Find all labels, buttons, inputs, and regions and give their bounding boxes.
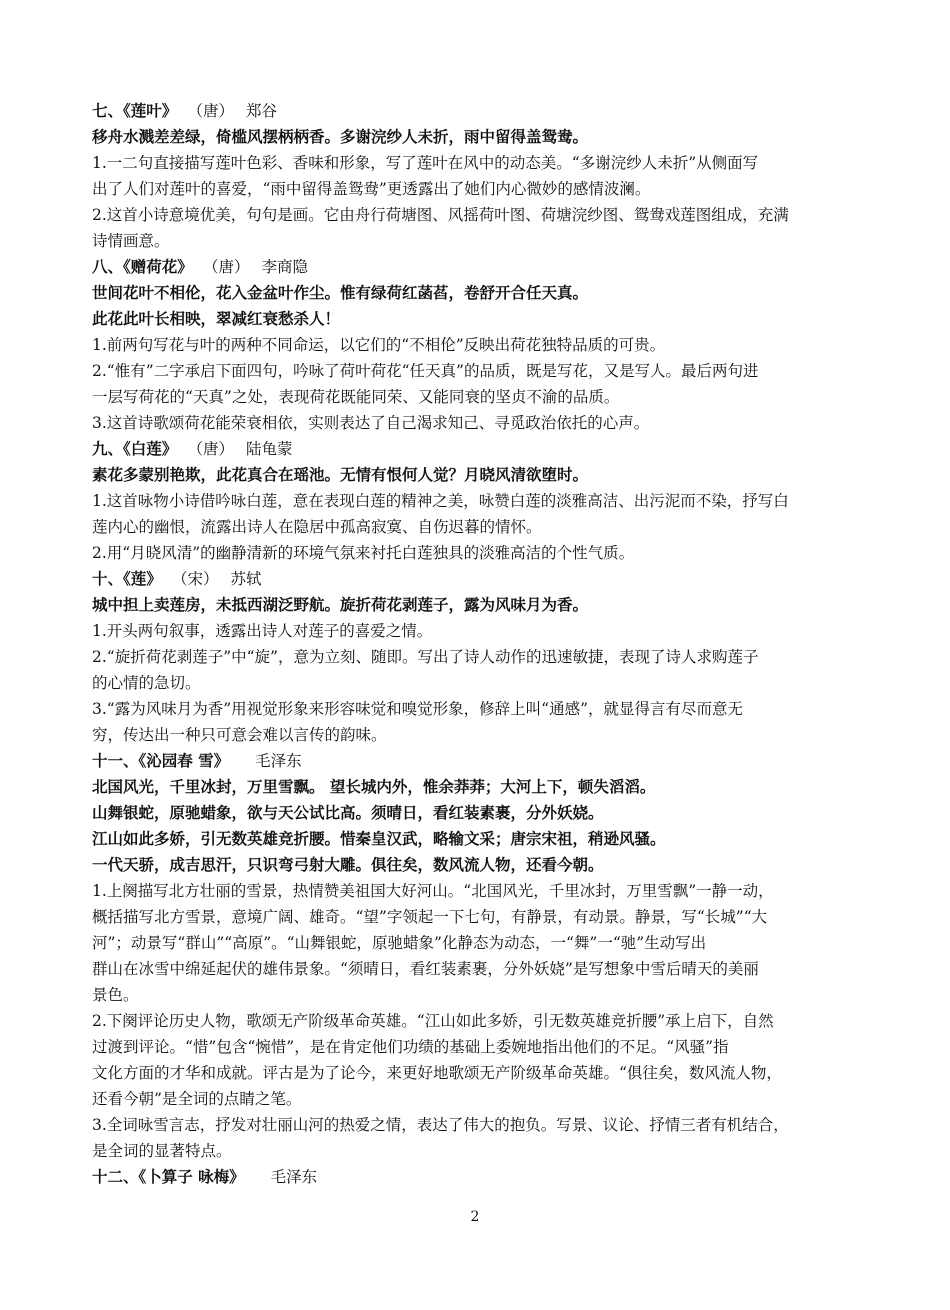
note-line: 穷，传达出一种只可意会难以言传的韵味。	[92, 726, 387, 744]
poem-dynasty: （宋）	[179, 570, 219, 588]
note-line: 莲内心的幽恨，流露出诗人在隐居中孤高寂寞、自伤迟暮的情怀。	[92, 518, 542, 536]
poem-section	[92, 98, 862, 254]
note-line: 2.“惟有”二字承启下面四句，吟咏了荷叶荷花“任天真”的品质，既是写花，又是写人。最后两句进	[92, 362, 759, 380]
poem-section	[92, 1164, 862, 1190]
note-line: 2.下阕评论历史人物，歌颂无产阶级革命英雄。“江山如此多娇，引无数英雄竞折腰”承上启下，自然	[92, 1012, 774, 1030]
poem-dynasty: （唐）	[195, 440, 235, 458]
note-line: 过渡到评论。“惜”包含“惋惜”，是在肯定他们功绩的基础上委婉地指出他们的不足。“风骚”指	[92, 1038, 729, 1056]
note-line: 群山在冰雪中绵延起伏的雄伟景象。“须晴日，看红装素裹，分外妖娆”是写想象中雪后晴天的美丽	[92, 960, 759, 978]
poem-line: 素花多蒙别艳欺，此花真合在瑶池。无情有恨何人觉？月晓风清欲堕时。	[92, 465, 589, 484]
poem-title: 七、《莲叶》	[92, 101, 178, 120]
section-heading	[92, 98, 862, 124]
note-line: 3.这首诗歌颂荷花能荣衰相依，实则表达了自己渴求知己、寻觅政治依托的心声。	[92, 414, 650, 432]
note-line: 1.一二句直接描写莲叶色彩、香味和形象，写了莲叶在风中的动态美。“多谢浣纱人未折”从侧面写	[92, 154, 759, 172]
section-heading	[92, 566, 862, 592]
poem-author: 毛泽东	[270, 1168, 318, 1186]
note-line: 还看今朝”是全词的点睛之笔。	[92, 1090, 302, 1108]
note-line: 2.这首小诗意境优美，句句是画。它由舟行荷塘图、风摇荷叶图、荷塘浣纱图、鸳鸯戏莲图组成，充满	[92, 206, 789, 224]
section-heading	[92, 254, 862, 280]
note-line: 1.上阕描写北方壮丽的雪景，热情赞美祖国大好河山。“北国风光，千里冰封，万里雪飘”一静一动，	[92, 882, 774, 900]
note-line: 2.“旋折荷花剥莲子”中“旋”，意为立刻、随即。写出了诗人动作的迅速敏捷，表现了诗人求购莲子	[92, 648, 759, 666]
poem-line: 北国风光，千里冰封，万里雪飘。 望长城内外，惟余莽莽；大河上下，顿失滔滔。	[92, 777, 656, 796]
poem-title: 十、《莲》	[92, 569, 162, 588]
note-line: 2.用“月晓风清”的幽静清新的环境气氛来衬托白莲独具的淡雅高洁的个性气质。	[92, 544, 635, 562]
poem-dynasty: （唐）	[210, 258, 250, 276]
document-body	[92, 98, 862, 1190]
poem-title: 十二、《卜算子 咏梅》	[92, 1167, 245, 1186]
note-line: 诗情画意。	[92, 232, 170, 250]
poem-title: 十一、《沁园春 雪》	[92, 751, 230, 770]
page-number: 2	[470, 1209, 480, 1225]
poem-line: 世间花叶不相伦，花入金盆叶作尘。惟有绿荷红菡萏，卷舒开合任天真。	[92, 283, 589, 302]
note-line: 一层写荷花的“天真”之处，表现荷花既能同荣、又能同衰的坚贞不渝的品质。	[92, 388, 620, 406]
poem-line: 江山如此多娇，引无数英雄竞折腰。惜秦皇汉武，略输文采；唐宗宋祖，稍逊风骚。	[92, 829, 666, 848]
poem-line: 移舟水溅差差绿，倚槛风摆柄柄香。多谢浣纱人未折，雨中留得盖鸳鸯。	[92, 127, 589, 146]
note-line: 出了人们对莲叶的喜爱，“雨中留得盖鸳鸯”更透露出了她们内心微妙的感情波澜。	[92, 180, 651, 198]
poem-author: 毛泽东	[255, 752, 302, 770]
section-heading	[92, 748, 862, 774]
poem-line: 山舞银蛇，原驰蜡象，欲与天公试比高。须晴日，看红装素裹，分外妖娆。	[92, 803, 604, 822]
poem-line: 此花此叶长相映，翠减红衰愁杀人！	[92, 309, 341, 328]
note-line: 景色。	[92, 986, 139, 1004]
poem-title: 九、《白莲》	[92, 439, 178, 458]
poem-author: 苏轼	[230, 570, 262, 588]
note-line: 是全词的显著特点。	[92, 1142, 232, 1160]
poem-line: 城中担上卖莲房，未抵西湖泛野航。旋折荷花剥莲子，露为风味月为香。	[92, 595, 589, 614]
note-line: 1.这首咏物小诗借吟咏白莲，意在表现白莲的精神之美，咏赞白莲的淡雅高洁、出污泥而不染，抒写白	[92, 492, 789, 510]
poem-author: 陆龟蒙	[246, 440, 293, 458]
poem-author: 郑谷	[246, 102, 278, 120]
note-line: 3.全词咏雪言志，抒发对壮丽山河的热爱之情，表达了伟大的抱负。写景、议论、抒情三者有机结合，	[92, 1116, 789, 1134]
poem-line: 一代天骄，成吉思汗，只识弯弓射大雕。俱往矣，数风流人物，还看今朝。	[92, 855, 604, 874]
note-line: 概括描写北方雪景，意境广阔、雄奇。“望”字领起一下七句，有静景，有动景。静景，写“长城”“大	[92, 908, 768, 926]
section-heading	[92, 1164, 862, 1190]
poem-section	[92, 254, 862, 436]
poem-title: 八、《赠荷花》	[92, 257, 193, 276]
poem-section	[92, 566, 862, 748]
poem-author: 李商隐	[261, 258, 309, 276]
section-heading	[92, 436, 862, 462]
note-line: 的心情的急切。	[92, 674, 201, 692]
note-line: 文化方面的才华和成就。评古是为了论今，来更好地歌颂无产阶级革命英雄。“俱往矣，数风流人物，	[92, 1064, 782, 1082]
note-line: 1.开头两句叙事，透露出诗人对莲子的喜爱之情。	[92, 622, 433, 640]
poem-section	[92, 436, 862, 566]
note-line: 3.“露为风味月为香”用视觉形象来形容味觉和嗅觉形象，修辞上叫“通感”，就显得言有尽而意无	[92, 700, 743, 718]
note-line: 1.前两句写花与叶的两种不同命运，以它们的“不相伦”反映出荷花独特品质的可贵。	[92, 336, 666, 354]
note-line: 河”；动景写“群山”“高原”。“山舞银蛇，原驰蜡象”化静态为动态，一“舞”一“驰”生动写出	[92, 934, 707, 952]
poem-section	[92, 748, 862, 1164]
poem-dynasty: （唐）	[195, 102, 235, 120]
